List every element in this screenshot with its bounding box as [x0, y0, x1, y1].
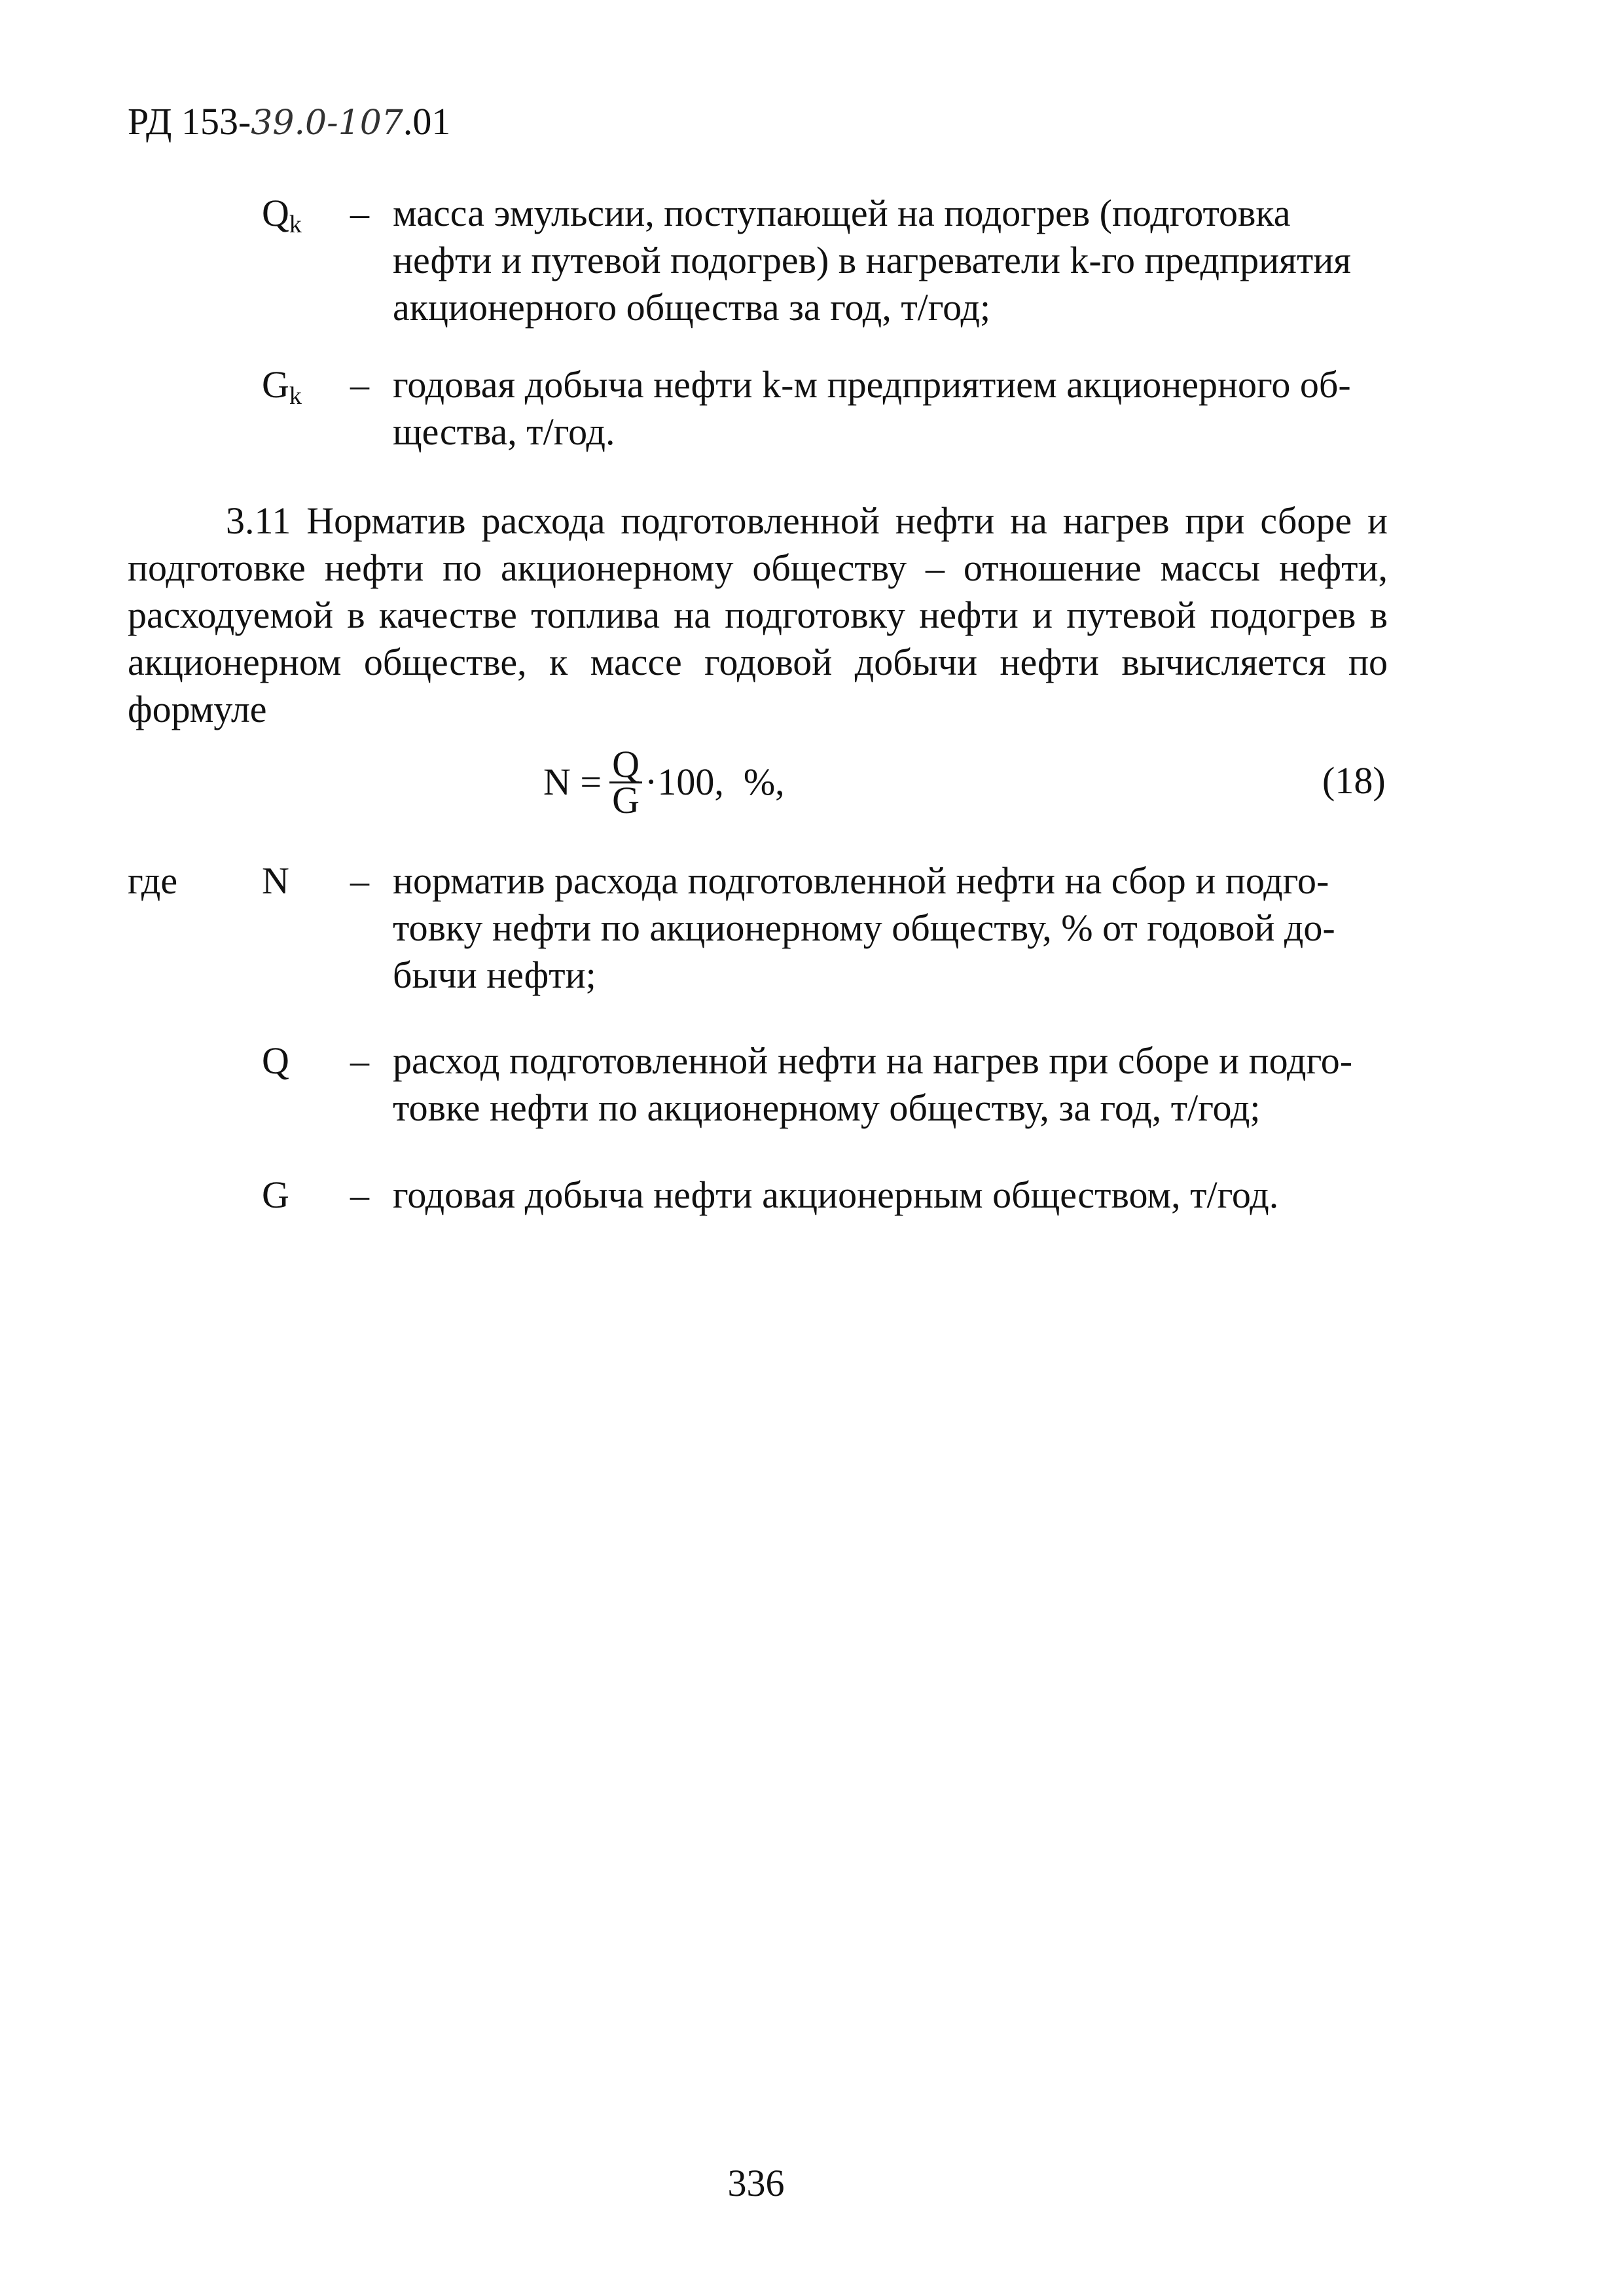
document-code-suffix: .01	[403, 100, 451, 143]
definition-line: годовая добыча нефти k-м предприятием акционерного об-	[393, 363, 1351, 406]
equation-number: (18)	[1322, 759, 1386, 802]
page-number: 336	[727, 2162, 785, 2204]
definition-line: нефти и путевой подогрев) в нагреватели k-го предприятия	[393, 239, 1351, 281]
definition-dash: –	[350, 1174, 369, 1216]
definition-line: акционерного общества за год, т/год;	[393, 286, 991, 329]
definition-line: масса эмульсии, поступающей на подогрев (подготовка	[393, 192, 1291, 234]
definition-dash: –	[350, 1039, 369, 1082]
definition-symbol: Q	[262, 1039, 289, 1082]
formula-unit: %,	[743, 761, 785, 803]
definition-text	[393, 361, 1375, 456]
definition-symbol: G	[262, 1174, 289, 1216]
definition-dash: –	[350, 363, 369, 406]
where-label: где	[128, 859, 178, 902]
definition-symbol: $Q_k$	[262, 192, 302, 238]
document-code	[128, 98, 450, 147]
document-code-handwritten: 39.0-107	[251, 103, 403, 143]
formula-rest: ·100,	[645, 761, 724, 803]
definition-symbol: $G_k$	[262, 363, 302, 410]
formula-fraction	[609, 742, 642, 821]
definition-dash: –	[350, 192, 369, 234]
definition-text	[393, 1037, 1375, 1132]
formula-lhs: N =	[543, 761, 602, 803]
definition-text	[393, 190, 1375, 331]
definition-text	[393, 1172, 1375, 1219]
formula-denominator: G	[612, 778, 640, 821]
document-code-prefix: РД 153-	[128, 100, 251, 143]
definition-line: товке нефти по акционерному обществу, за год, т/год;	[393, 1086, 1261, 1129]
definition-line: бычи нефти;	[393, 954, 596, 996]
definition-dash: –	[350, 859, 369, 902]
definition-line: расход подготовленной нефти на нагрев при сборе и подго-	[393, 1039, 1353, 1082]
definition-line: годовая добыча нефти акционерным обществом, т/год.	[393, 1174, 1279, 1216]
paragraph-3-11: 3.11 Норматив расхода подготовленной нефти на нагрев при сборе и подготовке нефти по акционерному обществу – отношение массы нефти, расходуемой в качестве топлива на подготовку нефти и путевой подогрев в акционерном обществе, к массе годовой добычи нефти вычисляется по формуле	[128, 499, 1388, 730]
definition-line: товку нефти по акционерному обществу, % от годовой до-	[393, 906, 1335, 949]
definition-line: щества, т/год.	[393, 410, 615, 453]
definition-line: норматив расхода подготовленной нефти на сбор и подго-	[393, 859, 1329, 902]
definition-text	[393, 857, 1375, 999]
definition-symbol: N	[262, 859, 289, 902]
formula-18	[543, 736, 785, 828]
formula-numerator: Q	[609, 747, 642, 783]
